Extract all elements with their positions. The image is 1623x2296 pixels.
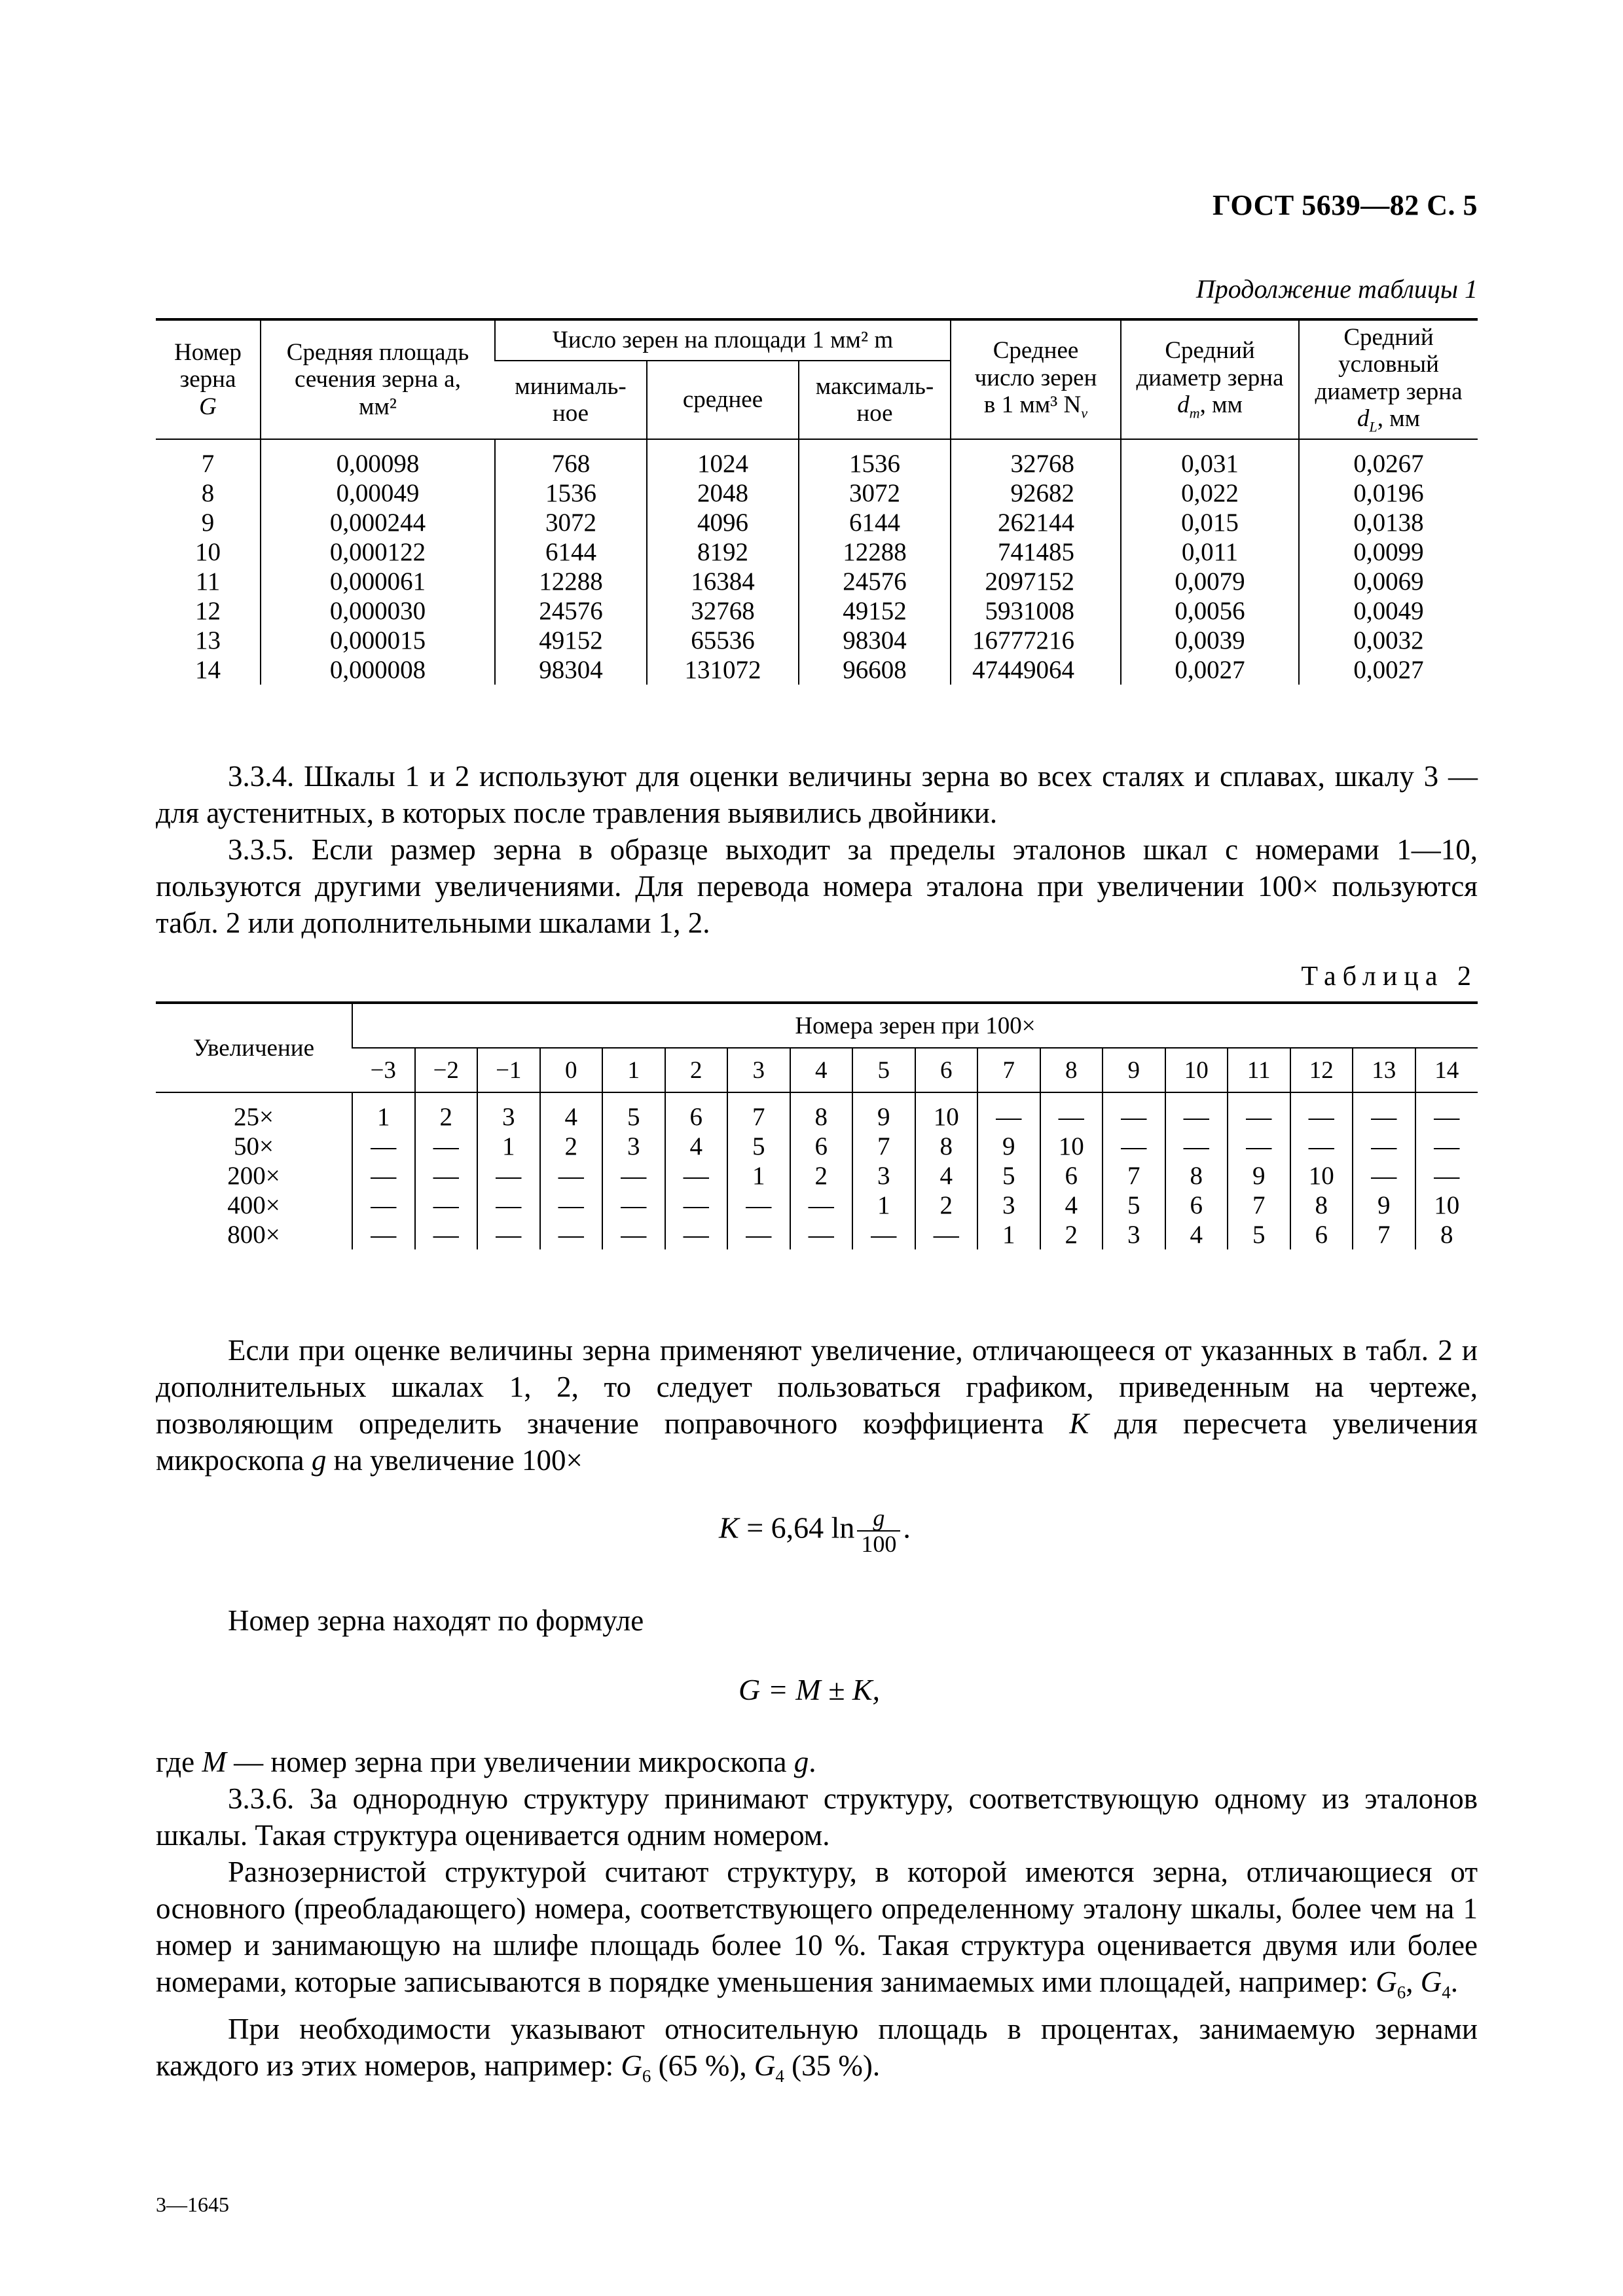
table-cell: 7 (1103, 1161, 1165, 1191)
paragraph-3-3-4: 3.3.4. Шкалы 1 и 2 используют для оценки величины зерна во всех сталях и сплавах, шкалу 3 — для аустенитных, в которых после травления выявились двойники. (156, 760, 1478, 829)
section-3-3-6: где M — номер зерна при увеличении микроскопа g. 3.3.6. За однородную структуру принимают структуру, соответствующую одному из эталонов шкалы. Такая структура оценивается одним номером. Разнозернистой структурой считают структуру, в которой имеются зерна, отличающиеся от основного (преобладающего) номера, соответствующего определенному эталону шкалы, более чем на 1 номер и занимающую на шлифе площадь более 10 %. Такая структура оценивается двумя или более номерами, которые записываются в порядке уменьшения занимаемых ими площадей, например: $G_6$, $G_4$. При необходимости указывают относительную площадь в процентах, занимаемую зернами каждого из этих номеров, например: $G_6$ (65 %), $G_4$ (35 %). (156, 1744, 1478, 2094)
table-cell: 7 (852, 1132, 915, 1161)
table-cell: — (1165, 1132, 1228, 1161)
col-grain-6: 3 (727, 1048, 790, 1092)
table-cell: — (1415, 1092, 1478, 1132)
table-cell: — (477, 1191, 540, 1220)
table-cell: — (1290, 1132, 1353, 1161)
table-cell: 2 (1040, 1220, 1103, 1249)
col-grain-7: 4 (790, 1048, 853, 1092)
table-cell: — (1103, 1092, 1165, 1132)
table-cell: 7 (727, 1092, 790, 1132)
table-cell: 8 (1290, 1191, 1353, 1220)
table-row (156, 1092, 1478, 1132)
table-cell: 0,0196 (1299, 478, 1478, 508)
table-cell: — (540, 1191, 603, 1220)
table-cell: 9 (201, 509, 215, 537)
table-cell: 0,0027 (1121, 655, 1299, 685)
table-cell: 5 (602, 1092, 665, 1132)
table-cell: 7 (1228, 1191, 1290, 1220)
table-cell: — (540, 1220, 603, 1249)
col-grain-10: 7 (977, 1048, 1040, 1092)
table2-label: Таблица 2 (1301, 961, 1478, 992)
table-cell: — (415, 1161, 478, 1191)
magnification-cell: 50× (234, 1132, 274, 1160)
table-cell: 6 (1040, 1161, 1103, 1191)
table-row (156, 596, 1478, 626)
table-cell: 1536 (799, 439, 951, 478)
col-magnification: Увеличение (156, 1003, 352, 1092)
table-cell: 131072 (647, 655, 799, 685)
table-cell: 4096 (647, 508, 799, 537)
table-cell: — (1103, 1132, 1165, 1161)
table-cell: 0,00098 (261, 439, 495, 478)
magnification-cell: 400× (227, 1191, 280, 1219)
table-cell: 2 (915, 1191, 978, 1220)
col-grain-13: 10 (1165, 1048, 1228, 1092)
table-1 (156, 318, 1478, 685)
table-cell: 0,0027 (1299, 655, 1478, 685)
table-cell: — (1040, 1092, 1103, 1132)
table-cell: 741485 (951, 537, 1121, 567)
col-avg: среднее (647, 361, 799, 439)
table-cell: 3 (477, 1092, 540, 1132)
table-row (156, 626, 1478, 655)
table-cell: 10 (1290, 1161, 1353, 1191)
table-cell: 0,000061 (261, 567, 495, 596)
table-cell: 3 (977, 1191, 1040, 1220)
table-cell: 2097152 (951, 567, 1121, 596)
magnification-cell: 200× (227, 1162, 280, 1190)
table-cell: 10 (1040, 1132, 1103, 1161)
formula-k: K = 6,64 ln $\frac{g}{100}$ . (719, 1505, 911, 1557)
table-cell: 24576 (799, 567, 951, 596)
table-cell: 12 (195, 597, 221, 625)
table-cell: — (790, 1191, 853, 1220)
table-cell: 0,000015 (261, 626, 495, 655)
col-grain-16: 13 (1353, 1048, 1415, 1092)
table-cell: 5 (1228, 1220, 1290, 1249)
table-cell: 92682 (951, 478, 1121, 508)
table-cell: 4 (540, 1092, 603, 1132)
col-conditional-diameter: Средний условный диаметр зерна $d_L$, мм (1299, 319, 1478, 439)
paragraph-3-3-5: 3.3.5. Если размер зерна в образце выходит за пределы эталонов шкал с номерами 1—10, пользуются другими увеличениями. Для перевода номера эталона при увеличении 100× пользуются табл. 2 или дополнительными шкалами 1, 2. (156, 833, 1478, 939)
table-row (156, 439, 1478, 478)
table-cell: 49152 (495, 626, 647, 655)
table-1-body (156, 439, 1478, 685)
table-cell: 4 (1040, 1191, 1103, 1220)
col-min: минималь- ное (495, 361, 647, 439)
table-cell: — (477, 1220, 540, 1249)
table-cell: 0,0069 (1299, 567, 1478, 596)
table-cell: 8 (915, 1132, 978, 1161)
table-cell: — (665, 1161, 728, 1191)
col-grain-17: 14 (1415, 1048, 1478, 1092)
page-footer-code: 3—1645 (156, 2193, 229, 2216)
table-cell: 13 (195, 626, 221, 655)
table-2 (156, 1001, 1478, 1249)
table-cell: 7 (201, 450, 215, 478)
col-grain-15: 12 (1290, 1048, 1353, 1092)
page-header: ГОСТ 5639—82 С. 5 (1212, 189, 1478, 221)
table-cell: 0,015 (1121, 508, 1299, 537)
table-cell: 24576 (495, 596, 647, 626)
table-cell: — (1228, 1132, 1290, 1161)
table-cell: — (977, 1092, 1040, 1132)
table-cell: 12288 (799, 537, 951, 567)
col-grain-9: 6 (915, 1048, 978, 1092)
table-cell: 0,0032 (1299, 626, 1478, 655)
table-cell: 14 (195, 656, 221, 684)
table-cell: — (1415, 1161, 1478, 1191)
table-cell: 3 (1103, 1220, 1165, 1249)
table-cell: — (415, 1132, 478, 1161)
table-cell: 5 (977, 1161, 1040, 1191)
table-cell: — (1353, 1161, 1415, 1191)
table-cell: 0,031 (1121, 439, 1299, 478)
table-cell: 9 (1228, 1161, 1290, 1191)
table-cell: 6 (665, 1092, 728, 1132)
table-cell: — (915, 1220, 978, 1249)
col-grain-5: 2 (665, 1048, 728, 1092)
table-row (156, 1220, 1478, 1249)
table-cell: 8 (1165, 1161, 1228, 1191)
col-grain-2: −1 (477, 1048, 540, 1092)
table-cell: 0,0049 (1299, 596, 1478, 626)
table-cell: 8192 (647, 537, 799, 567)
table-cell: 262144 (951, 508, 1121, 537)
table-row (156, 508, 1478, 537)
table-cell: 0,000008 (261, 655, 495, 685)
formula-g: G = M ± K, (739, 1673, 881, 1706)
table-cell: 2 (415, 1092, 478, 1132)
table-row (156, 537, 1478, 567)
table-cell: 49152 (799, 596, 951, 626)
table-cell: 9 (852, 1092, 915, 1132)
table-cell: — (727, 1191, 790, 1220)
section-3-3-4 (156, 758, 1478, 941)
table-cell: 6 (790, 1132, 853, 1161)
table-cell: 16384 (647, 567, 799, 596)
table-cell: 65536 (647, 626, 799, 655)
table-cell: 1 (977, 1220, 1040, 1249)
col-grain-12: 9 (1103, 1048, 1165, 1092)
paragraph-magnification: Если при оценке величины зерна применяют увеличение, отличающееся от указанных в табл. 2 и дополнительных шкалах 1, 2, то следует пользоваться графиком, приведенным на чертеже, позволяющим определить значение поправочного коэффициента K для пересчета увеличения микроскопа g на увеличение 100× (156, 1334, 1478, 1477)
col-grain-11: 8 (1040, 1048, 1103, 1092)
table-cell: — (1165, 1092, 1228, 1132)
table-cell: — (540, 1161, 603, 1191)
table-cell: 5 (1103, 1191, 1165, 1220)
table-row (156, 567, 1478, 596)
table-cell: — (1290, 1092, 1353, 1132)
table-cell: 0,0079 (1121, 567, 1299, 596)
table-cell: 9 (977, 1132, 1040, 1161)
table-cell: — (352, 1191, 415, 1220)
table-cell: 2 (790, 1161, 853, 1191)
table-cell: 98304 (495, 655, 647, 685)
col-mean-area: Средняя площадь сечения зерна a, мм² (261, 319, 495, 439)
table-cell: 6144 (495, 537, 647, 567)
table-cell: — (352, 1132, 415, 1161)
paragraph-grain-formula: Номер зерна находят по формуле (228, 1604, 644, 1637)
paragraph-mixed-structure: Разнозернистой структурой считают структуру, в которой имеются зерна, отличающиеся от основного (преобладающего) номера, соответствующего определенному эталону шкалы, более чем на 1 номер и занимающую на шлифе площадь более 10 %. Такая структура оценивается двумя или более номерами, которые записываются в порядке уменьшения занимаемых ими площадей, например: $G_6$, $G_4$. (156, 1856, 1478, 2002)
table-cell: 10 (1415, 1191, 1478, 1220)
table-cell: — (415, 1191, 478, 1220)
table-cell: 4 (665, 1132, 728, 1161)
table-cell: 3 (602, 1132, 665, 1161)
table-cell: 1 (727, 1161, 790, 1191)
table-cell: 9 (1353, 1191, 1415, 1220)
table-cell: 0,0099 (1299, 537, 1478, 567)
table1-continuation-label: Продолжение таблицы 1 (1195, 274, 1478, 304)
table-cell: — (602, 1161, 665, 1191)
col-max: максималь- ное (799, 361, 951, 439)
table-row (156, 655, 1478, 685)
col-mean-diameter: Средний диаметр зерна $d_m$, мм (1121, 319, 1299, 439)
table-cell: 0,000030 (261, 596, 495, 626)
table-cell: 98304 (799, 626, 951, 655)
table-cell: 5 (727, 1132, 790, 1161)
table-cell: — (352, 1161, 415, 1191)
table-cell: 768 (495, 439, 647, 478)
table-cell: 3072 (495, 508, 647, 537)
col-grain-3: 0 (540, 1048, 603, 1092)
table-cell: — (727, 1220, 790, 1249)
table-cell: 0,00049 (261, 478, 495, 508)
table-cell: 0,000122 (261, 537, 495, 567)
table-cell: — (352, 1220, 415, 1249)
table-cell: 1 (352, 1092, 415, 1132)
col-grain-1: −2 (415, 1048, 478, 1092)
table-cell: — (1353, 1092, 1415, 1132)
table-cell: 2048 (647, 478, 799, 508)
table-cell: — (602, 1220, 665, 1249)
col-group-grains-per-mm2: Число зерен на площади 1 мм² m (495, 319, 951, 361)
table-cell: 96608 (799, 655, 951, 685)
table-cell: 11 (195, 567, 221, 596)
table-cell: 7 (1353, 1220, 1415, 1249)
table-cell: 10 (915, 1092, 978, 1132)
table-cell: — (415, 1220, 478, 1249)
table-cell: 4 (1165, 1220, 1228, 1249)
table-cell: — (665, 1191, 728, 1220)
table-cell: 47449064 (951, 655, 1121, 685)
table-cell: 1536 (495, 478, 647, 508)
col-group-grain-numbers: Номера зерен при 100× (352, 1003, 1478, 1048)
table-cell: 8 (1415, 1220, 1478, 1249)
col-grain-0: −3 (352, 1048, 415, 1092)
table-cell: 0,022 (1121, 478, 1299, 508)
table-cell: 16777216 (951, 626, 1121, 655)
table-row (156, 1191, 1478, 1220)
table-cell: 32768 (647, 596, 799, 626)
table-2-body (156, 1092, 1478, 1249)
table-cell: — (790, 1220, 853, 1249)
table-cell: — (1353, 1132, 1415, 1161)
table-cell: 3 (852, 1161, 915, 1191)
table-row (156, 1161, 1478, 1191)
col-grain-8: 5 (852, 1048, 915, 1092)
table-cell: 0,0138 (1299, 508, 1478, 537)
table-cell: — (852, 1220, 915, 1249)
table-cell: 0,000244 (261, 508, 495, 537)
table-cell: — (602, 1191, 665, 1220)
table-cell: 5931008 (951, 596, 1121, 626)
table-cell: 1 (852, 1191, 915, 1220)
table-cell: 0,0039 (1121, 626, 1299, 655)
col-grains-per-mm3: Среднее число зерен в 1 мм³ $N_v$ (951, 319, 1121, 439)
table-cell: 0,0056 (1121, 596, 1299, 626)
table-cell: 32768 (951, 439, 1121, 478)
table-cell: — (1415, 1132, 1478, 1161)
table-cell: — (1228, 1092, 1290, 1132)
table-cell: 6 (1290, 1220, 1353, 1249)
paragraph-3-3-6: 3.3.6. За однородную структуру принимают структуру, соответствующую одному из эталонов шкалы. Такая структура оценивается одним номером. (156, 1782, 1478, 1852)
magnification-cell: 800× (227, 1221, 280, 1249)
table-cell: — (477, 1161, 540, 1191)
table-row (156, 1132, 1478, 1161)
table-cell: — (665, 1220, 728, 1249)
table-cell: 8 (790, 1092, 853, 1132)
table-cell: 6 (1165, 1191, 1228, 1220)
table-cell: 0,0267 (1299, 439, 1478, 478)
table-cell: 0,011 (1121, 537, 1299, 567)
paragraph-percent-area: При необходимости указывают относительную площадь в процентах, занимаемую зернами каждого из этих номеров, например: $G_6$ (65 %), $G_4$ (35 %). (156, 2013, 1478, 2086)
table-cell: 3072 (799, 478, 951, 508)
col-grain-14: 11 (1228, 1048, 1290, 1092)
table-cell: 1 (477, 1132, 540, 1161)
table-cell: 6144 (799, 508, 951, 537)
table-cell: 12288 (495, 567, 647, 596)
table-cell: 1024 (647, 439, 799, 478)
col-grain-4: 1 (602, 1048, 665, 1092)
table-cell: 10 (195, 538, 221, 566)
col-grain-number: Номер зерна G (156, 319, 261, 439)
table-cell: 8 (201, 479, 215, 507)
table-row (156, 478, 1478, 508)
table-cell: 2 (540, 1132, 603, 1161)
table-cell: 4 (915, 1161, 978, 1191)
magnification-cell: 25× (234, 1103, 274, 1131)
